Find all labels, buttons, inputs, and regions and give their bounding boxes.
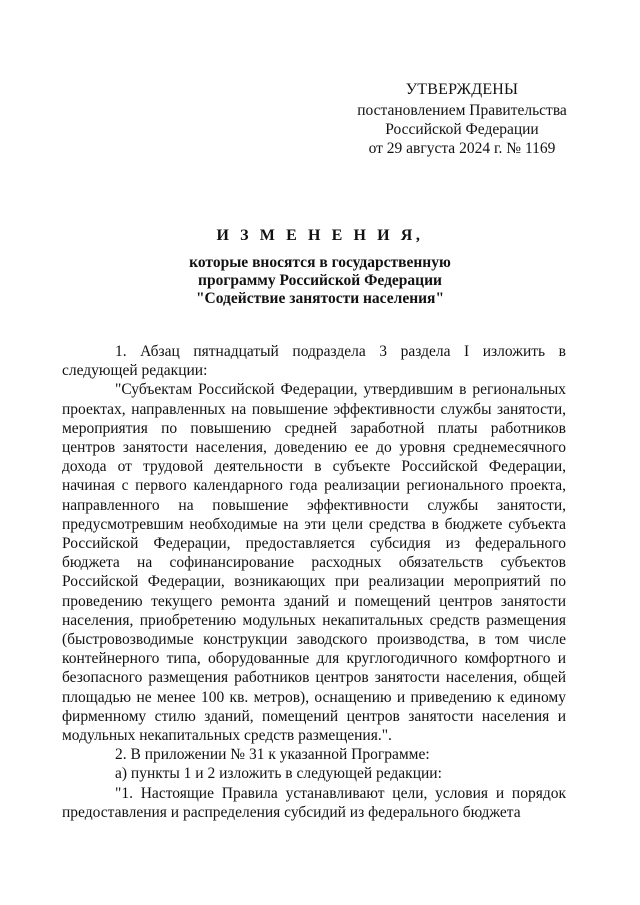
document-title: И З М Е Н Е Н И Я, [216,227,424,244]
approval-line-3: от 29 августа 2024 г. № 1169 [368,140,556,157]
document-heading [60,227,580,308]
heading-line-1: которые вносятся в государственную [189,254,451,271]
paragraph-item-2: 2. В приложении № 31 к указанной Программе: [115,746,430,764]
paragraph-rules-1: "1. Настоящие Правила устанавливают цели, условия и порядок предоставления и распределения субсидий из федерального бюджета [62,784,566,821]
heading-line-3: "Содействие занятости населения" [195,290,445,307]
document-body [62,342,566,822]
approval-line-1: постановлением Правительства [357,102,567,119]
approval-line-2: Российской Федерации [385,121,539,138]
paragraph-quote-subsidy: "Субъектам Российской Федерации, утвердившим в региональных проектах, направленных на повышение эффективности службы занятости, мероприятия по повышению средней заработной платы работников центров занятости населения, доведению ее до уровня среднемесячного дохода от трудовой деятельности в субъекте Российской Федерации, начиная с первого календарного года реализации регионального проекта, направленного на повышение эффективности службы занятости, предусмотревшим необходимые на эти цели средства в бюджете субъекта Российской Федерации, предоставляется субсидия из федерального бюджета на софинансирование расходных обязательств субъектов Российской Федерации, возникающих при реализации мероприятий по проведению текущего ремонта зданий и помещений центров занятости населения, приобретению модульных некапитальных средств размещения (быстровозводимые конструкции заводского производства, в том числе контейнерного типа, оборудованные для круглогодичного комфортного и безопасного размещения работников центров занятости населения, общей площадью не менее 100 кв. метров), оснащению и приведению к единому фирменному стилю зданий, помещений центров занятости населения и модульных некапитальных средств размещения.". [62,381,566,745]
heading-line-2: программу Российской Федерации [198,272,442,289]
approval-stamp [330,80,594,158]
approval-title: УТВЕРЖДЕНЫ [405,81,519,98]
paragraph-subitem-a: а) пункты 1 и 2 изложить в следующей редакции: [115,765,442,783]
paragraph-item-1: 1. Абзац пятнадцатый подраздела 3 раздела I изложить в следующей редакции: [62,343,566,380]
